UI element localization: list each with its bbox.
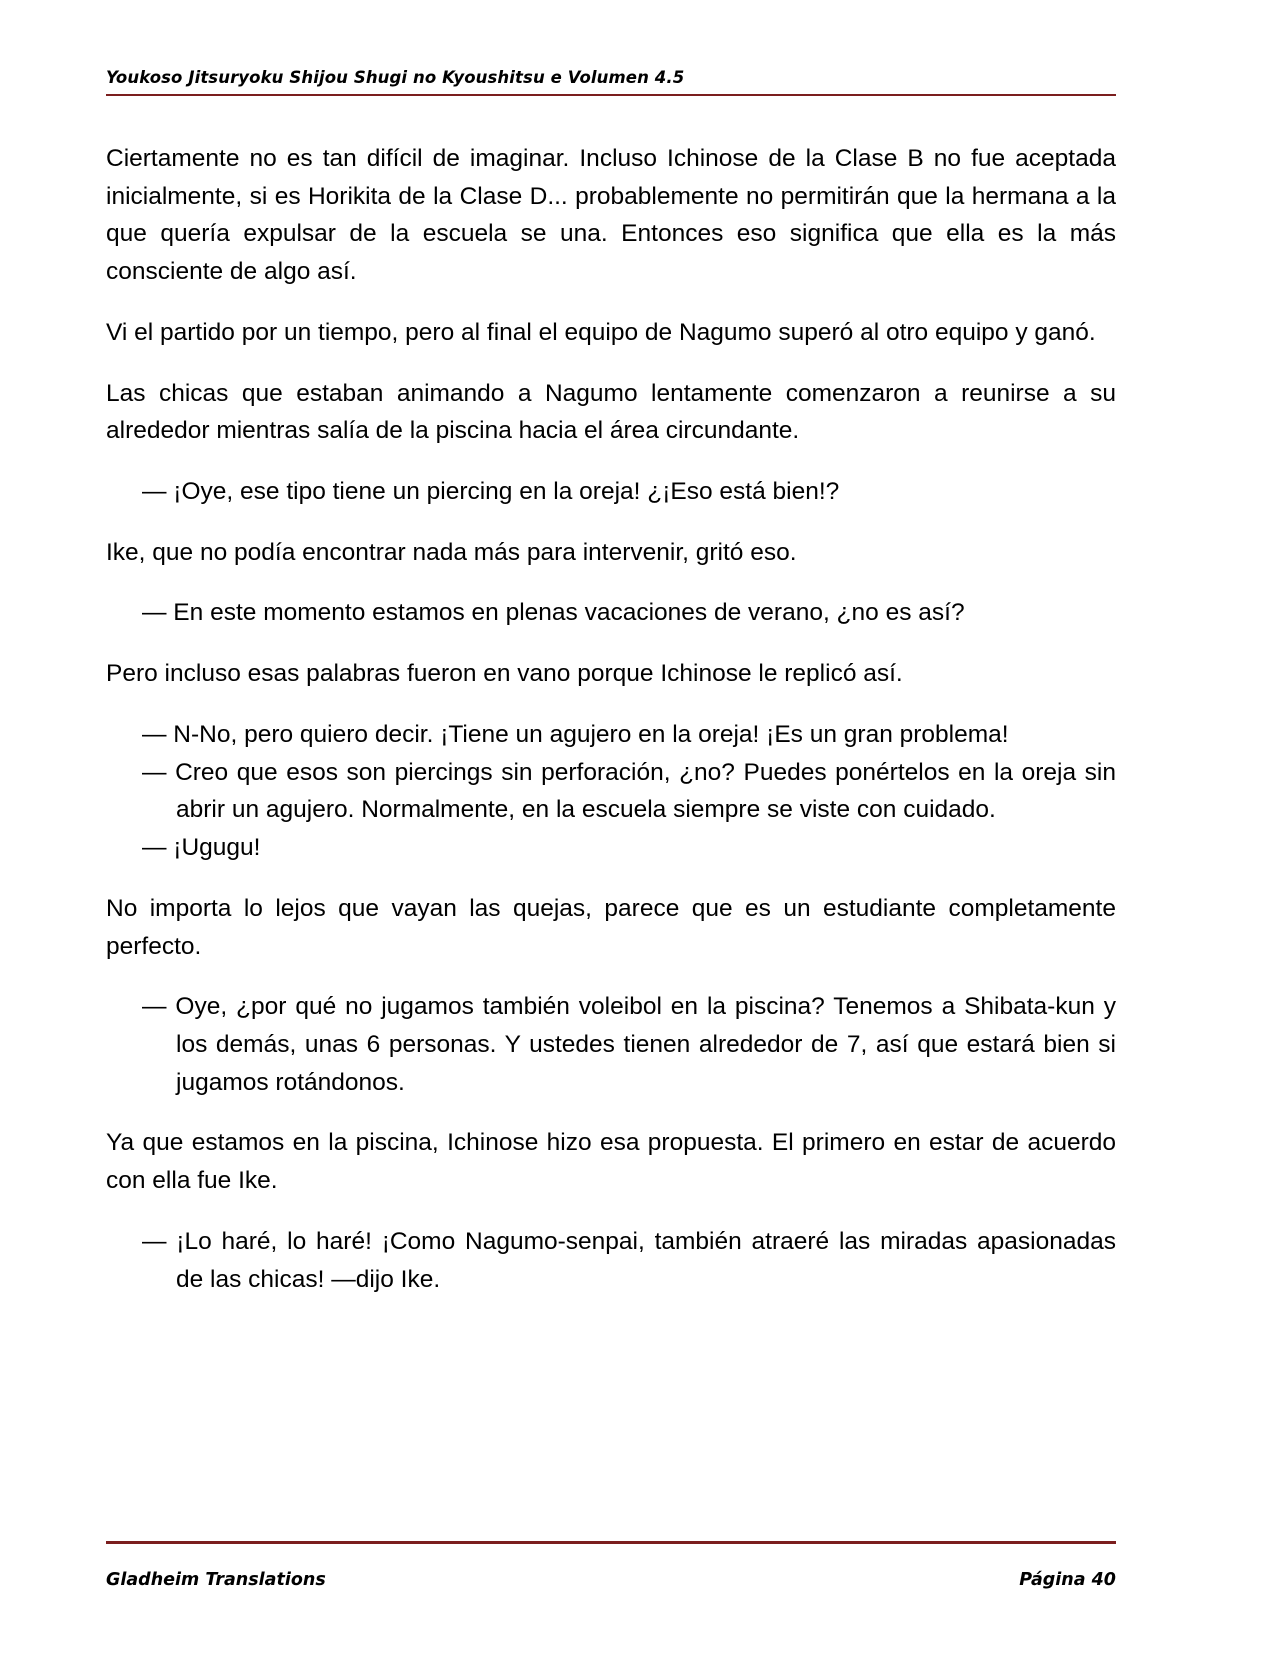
dialogue-line: — Creo que esos son piercings sin perforación, ¿no? Puedes ponértelos en la oreja sin abrir un agujero. Normalmente, en la escuela siempre se viste con cuidado. xyxy=(142,758,1116,824)
dialogue-block xyxy=(106,1223,1116,1298)
footer-translator: Gladheim Translations xyxy=(106,1570,326,1590)
dialogue-line: — ¡Lo haré, lo haré! ¡Como Nagumo-senpai, también atraeré las miradas apasionadas de las chicas! —dijo Ike. xyxy=(142,1227,1116,1293)
paragraph: Pero incluso esas palabras fueron en vano porque Ichinose le replicó así. xyxy=(106,660,903,688)
paragraph: Ciertamente no es tan difícil de imaginar. Incluso Ichinose de la Clase B no fue aceptada inicialmente, si es Horikita de la Clase D... probablemente no permitirán que la hermana a la que quería expulsar de la escuela se una. Entonces eso significa que ella es la más consciente de algo así. xyxy=(106,145,1116,286)
dialogue-line: — Oye, ¿por qué no jugamos también voleibol en la piscina? Tenemos a Shibata-kun y los demás, unas 6 personas. Y ustedes tienen alrededor de 7, así que estará bien si jugamos rotándonos. xyxy=(142,993,1116,1096)
paragraph: Vi el partido por un tiempo, pero al final el equipo de Nagumo superó al otro equipo y ganó. xyxy=(106,318,1096,346)
dialogue-block xyxy=(106,716,1116,867)
page-content xyxy=(106,0,1116,1656)
dialogue-line: — ¡Ugugu! xyxy=(142,834,261,862)
body-text xyxy=(106,140,1116,1298)
dialogue-line: — ¡Oye, ese tipo tiene un piercing en la oreja! ¿¡Eso está bien!? xyxy=(142,478,840,506)
paragraph: Ike, que no podía encontrar nada más para intervenir, gritó eso. xyxy=(106,538,797,566)
page-footer xyxy=(106,1570,1116,1590)
paragraph: No importa lo lejos que vayan las quejas, parece que es un estudiante completamente perfecto. xyxy=(106,894,1116,960)
header-title: Youkoso Jitsuryoku Shijou Shugi no Kyoushitsu e Volumen 4.5 xyxy=(106,68,685,87)
dialogue-block xyxy=(106,988,1116,1101)
paragraph: Las chicas que estaban animando a Nagumo lentamente comenzaron a reunirse a su alrededor mientras salía de la piscina hacia el área circundante. xyxy=(106,379,1116,445)
footer-page-number: Página 40 xyxy=(1019,1570,1116,1590)
page-header xyxy=(106,0,1116,96)
dialogue-block xyxy=(106,473,1116,511)
footer-divider xyxy=(106,1541,1116,1544)
dialogue-block xyxy=(106,594,1116,632)
dialogue-line: — En este momento estamos en plenas vacaciones de verano, ¿no es así? xyxy=(142,599,965,627)
paragraph: Ya que estamos en la piscina, Ichinose hizo esa propuesta. El primero en estar de acuerdo con ella fue Ike. xyxy=(106,1129,1116,1195)
dialogue-line: — N-No, pero quiero decir. ¡Tiene un agujero en la oreja! ¡Es un gran problema! xyxy=(142,720,1009,748)
header-divider xyxy=(106,94,1116,96)
